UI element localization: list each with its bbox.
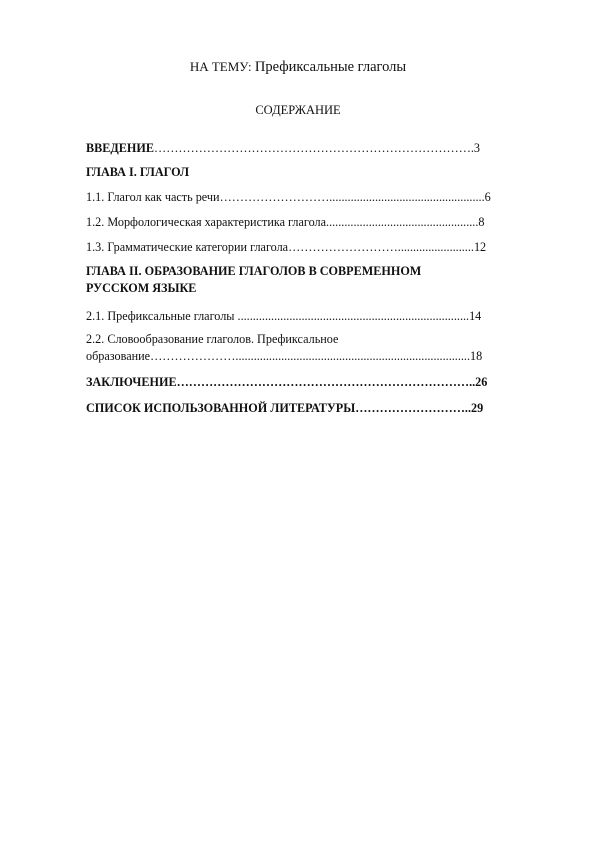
- toc-entry-text: ЗАКЛЮЧЕНИЕ: [86, 375, 177, 389]
- toc-page-number: 12: [473, 240, 487, 254]
- toc-page-number: 6: [484, 190, 491, 204]
- toc-page-number: 18: [470, 349, 483, 363]
- toc-leader-dots: ………………….............................................................................: [150, 349, 471, 363]
- toc-leader-dots: ..................................................: [326, 215, 479, 229]
- toc-entry-text: 2.1. Префиксальные глаголы: [86, 309, 238, 323]
- toc-entry-1-3: [86, 239, 486, 255]
- toc-leader-dots: ………………………………………………………………..: [176, 375, 476, 389]
- title-prefix: НА ТЕМУ:: [189, 59, 255, 74]
- toc-entry-2-2: [86, 331, 482, 365]
- document-title: [0, 58, 596, 76]
- toc-chapter-1: [86, 164, 189, 180]
- toc-leader-dots: …………………………………………………………………….: [154, 141, 474, 155]
- toc-entry-text-line1: ГЛАВА II. ОБРАЗОВАНИЕ ГЛАГОЛОВ В СОВРЕМЕННОМ: [86, 264, 422, 278]
- toc-entry-1-2: [86, 214, 484, 230]
- toc-page-number: 26: [475, 375, 488, 389]
- toc-entry-text: ВВЕДЕНИЕ: [86, 141, 154, 155]
- toc-chapter-2: [86, 263, 421, 297]
- toc-leader-dots: ............................................................................: [237, 309, 470, 323]
- toc-entry-text: 1.3. Грамматические категории глагола: [86, 240, 289, 254]
- toc-page-number: 3: [473, 141, 481, 155]
- toc-entry-text-line2: образование: [86, 349, 151, 363]
- toc-page-number: 14: [469, 309, 482, 323]
- toc-entry-1-1: [86, 189, 491, 205]
- toc-leader-dots: ………………………..: [355, 401, 471, 415]
- toc-leader-dots: ………………………...................................................: [219, 190, 485, 204]
- toc-heading: СОДЕРЖАНИЕ: [255, 103, 341, 117]
- title-topic: Префиксальные глаголы: [254, 59, 407, 75]
- toc-page-number: 29: [470, 401, 484, 415]
- toc-entry-text-line1: 2.2. Словообразование глаголов. Префиксальное: [86, 332, 339, 346]
- toc-entry-text: 1.2. Морфологическая характеристика глагола: [86, 215, 327, 229]
- toc-page-number: 8: [478, 215, 485, 229]
- toc-entry-text: СПИСОК ИСПОЛЬЗОВАННОЙ ЛИТЕРАТУРЫ: [86, 401, 356, 415]
- toc-leader-dots: ……………………….........................: [288, 240, 474, 254]
- toc-entry-introduction: [86, 140, 480, 156]
- toc-entry-conclusion: [86, 374, 487, 390]
- toc-entry-text: 1.1. Глагол как часть речи: [86, 190, 220, 204]
- toc-entry-2-1: [86, 308, 481, 324]
- toc-entry-bibliography: [86, 400, 483, 416]
- toc-entry-text-line2: РУССКОМ ЯЗЫКЕ: [86, 281, 197, 295]
- toc-entry-text: ГЛАВА I. ГЛАГОЛ: [86, 165, 190, 179]
